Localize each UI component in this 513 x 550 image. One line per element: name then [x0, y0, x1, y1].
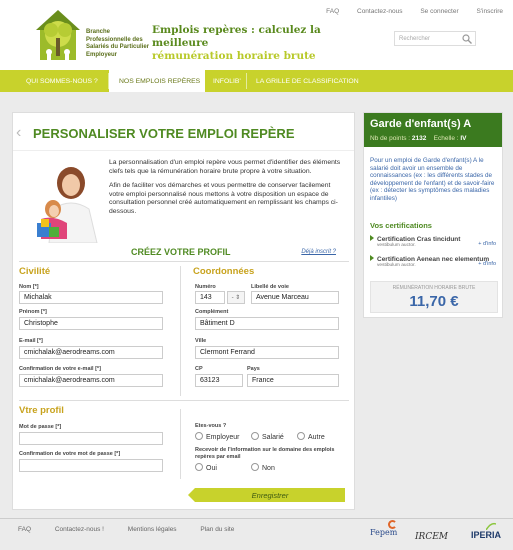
complement-field[interactable]: Bâtiment D — [195, 317, 339, 330]
radio-oui-label: Oui — [206, 465, 217, 472]
email-field[interactable]: cmichalak@aerodreams.com — [19, 346, 163, 359]
radio-autre-label: Autre — [308, 434, 325, 441]
profile-title: CRÉEZ VOTRE PROFIL — [131, 247, 231, 257]
fepem-logo[interactable]: Fepem — [370, 528, 398, 537]
nav-item-emplois-reperes[interactable]: NOS EMPLOIS REPÈRES — [109, 70, 205, 92]
numero-label: Numéro — [195, 284, 216, 290]
tagline — [152, 24, 352, 63]
footer-contact-link[interactable]: Contactez-nous ! — [54, 526, 104, 533]
certification-sub: vestibulum auctor. — [377, 263, 416, 268]
nav-item-qui-sommes-nous[interactable]: QUI SOMMES-NOUS ? — [26, 78, 98, 85]
remuneration-label: RÉMUNÉRATION HORAIRE BRUTE — [392, 285, 476, 291]
signup-link[interactable]: S'inscrire — [476, 8, 503, 15]
cp-label: CP — [195, 366, 203, 372]
logo-text: Branche Professionnelle des Salariés du Particulier Employeur — [86, 29, 150, 58]
register-button[interactable] — [195, 488, 345, 502]
points-value: 2132 — [411, 135, 427, 142]
radio-circle-icon — [251, 463, 259, 471]
ville-label: Ville — [195, 338, 207, 344]
ircem-logo[interactable]: IRCEM — [415, 532, 449, 542]
radio-employeur[interactable] — [195, 432, 239, 441]
certification-name: Certification Cras tincidunt — [377, 236, 461, 243]
job-points-bar — [364, 135, 502, 147]
radio-non-label: Non — [262, 465, 275, 472]
radio-autre[interactable] — [297, 432, 325, 441]
job-description: Pour un emploi de Garde d'enfant(s) A le salarié doit avoir un ensemble de connaissances (ex : les différents stades de développement de l'enfant) et de savoir-faire (ex : détecter les symptômes des maladies infantiles) — [370, 157, 495, 202]
already-registered-link[interactable]: Déjà inscrit ? — [301, 249, 336, 255]
certification-item — [370, 255, 500, 268]
house-tree-logo-icon[interactable] — [34, 8, 82, 64]
echelle-value: IV — [460, 135, 467, 142]
numero-field[interactable]: 143 — [195, 291, 225, 304]
intro-paragraph-2: Afin de faciliter vos démarches et vous permettre de conserver facilement votre emploi personnalisé nous mettons à votre disposition un espace de consultation personnel créé automatiquement en remplissant les champs ci-dessous. — [109, 182, 338, 215]
password-field[interactable] — [19, 432, 163, 445]
cp-field[interactable]: 63123 — [195, 374, 243, 387]
certification-item — [370, 235, 500, 248]
nav-item-infolib[interactable]: INFOLIB' — [213, 78, 241, 85]
footer-faq-link[interactable]: FAQ — [18, 526, 32, 533]
radio-circle-icon — [251, 432, 259, 440]
password-label: Mot de passe [*] — [19, 424, 62, 430]
voie-label: Libellé de voie — [251, 284, 289, 290]
tagline-line-1: Emplois repères : calculez la meilleure — [152, 24, 321, 49]
job-title: Garde d'enfant(s) A — [370, 118, 472, 130]
prenom-field[interactable]: Christophe — [19, 317, 163, 330]
prenom-label: Prénom [*] — [19, 309, 47, 315]
chevron-left-icon: ‹ — [16, 124, 22, 141]
site-header — [0, 0, 513, 70]
info-email-label: Recevoir de l'information sur le domaine des emplois repères par email — [195, 447, 335, 460]
arrow-right-icon — [370, 235, 374, 241]
footer-legal-link[interactable]: Mentions légales — [127, 526, 177, 533]
tagline-line-2: rémunération horaire brute — [152, 50, 316, 62]
email-label: E-mail [*] — [19, 338, 43, 344]
email-confirm-label: Confirmation de votre e-mail [*] — [19, 366, 101, 372]
register-label: Enregistrer — [251, 491, 289, 500]
job-summary-card — [363, 112, 503, 318]
radio-circle-icon — [297, 432, 305, 440]
faq-link[interactable]: FAQ — [326, 8, 340, 15]
nav-item-grille-classification[interactable]: LA GRILLE DE CLASSIFICATION — [256, 78, 359, 85]
pays-field[interactable]: France — [247, 374, 339, 387]
top-links — [310, 8, 503, 15]
radio-circle-icon — [195, 463, 203, 471]
radio-non[interactable] — [251, 463, 275, 472]
login-link[interactable]: Se connecter — [420, 8, 459, 15]
column-divider — [180, 409, 181, 479]
remuneration-box — [370, 281, 498, 313]
footer-divider — [0, 518, 513, 519]
arrow-right-icon — [370, 255, 374, 261]
search-input[interactable] — [394, 31, 476, 46]
radio-circle-icon — [195, 432, 203, 440]
certification-name: Certification Aenean nec elementum — [377, 256, 490, 263]
civilite-title: Civilité — [19, 266, 51, 277]
profile-header — [13, 247, 354, 261]
column-divider — [180, 266, 181, 396]
nav-divider — [246, 73, 247, 89]
email-confirm-field[interactable]: cmichalak@aerodreams.com — [19, 374, 163, 387]
voie-field[interactable]: Avenue Marceau — [251, 291, 339, 304]
more-info-link[interactable]: + d'info — [478, 241, 496, 247]
iperia-logo-icon — [486, 522, 496, 530]
personalize-panel — [12, 112, 355, 510]
password-confirm-field[interactable] — [19, 459, 163, 472]
password-confirm-label: Confirmation de votre mot de passe [*] — [19, 451, 121, 457]
nom-label: Nom [*] — [19, 284, 39, 290]
radio-oui[interactable] — [195, 463, 217, 472]
radio-employeur-label: Employeur — [206, 434, 240, 441]
job-title-bar — [364, 113, 502, 135]
search-placeholder: Rechercher — [399, 36, 431, 42]
panel-title-bar — [13, 113, 354, 151]
more-info-link[interactable]: + d'info — [478, 261, 496, 267]
coordonnees-title: Coordonnées — [193, 266, 255, 277]
page-title: PERSONALISER VOTRE EMPLOI REPÈRE — [33, 126, 295, 141]
section-divider — [19, 400, 349, 401]
iperia-logo[interactable]: IPERIA — [471, 530, 502, 540]
mother-child-photo — [23, 157, 103, 243]
numero-suffix-select[interactable]: - ⇕ — [227, 291, 245, 304]
search-icon[interactable] — [462, 34, 472, 44]
certifications-title: Vos certifications — [370, 221, 432, 230]
footer-links — [18, 526, 256, 533]
echelle-label: Echelle : — [433, 135, 459, 142]
ville-field[interactable]: Clermont Ferrand — [195, 346, 339, 359]
remuneration-value: 11,70 € — [409, 293, 459, 310]
certification-sub: vestibulum auctor. — [377, 243, 416, 248]
numero-suffix-value: - — [231, 295, 234, 301]
radio-salarie-label: Salarié — [262, 434, 284, 441]
intro-paragraph-1: La personnalisation d'un emploi repère vous permet d'identifier des éléments clefs tels que la rémunération horaire brute propre à votre situation. — [109, 159, 341, 175]
complement-label: Complément — [195, 309, 229, 315]
vtre-profil-title: Vtre profil — [19, 405, 64, 416]
main-nav — [0, 70, 513, 92]
footer-sitemap-link[interactable]: Plan du site — [200, 526, 235, 533]
points-label: Nb de points : — [370, 135, 411, 142]
contact-link[interactable]: Contactez-nous — [357, 8, 403, 15]
nom-field[interactable]: Michalak — [19, 291, 163, 304]
radio-salarie[interactable] — [251, 432, 284, 441]
section-divider — [19, 261, 349, 262]
intro-text — [109, 159, 343, 222]
pays-label: Pays — [247, 366, 260, 372]
etes-vous-label: Etes-vous ? — [195, 423, 227, 429]
